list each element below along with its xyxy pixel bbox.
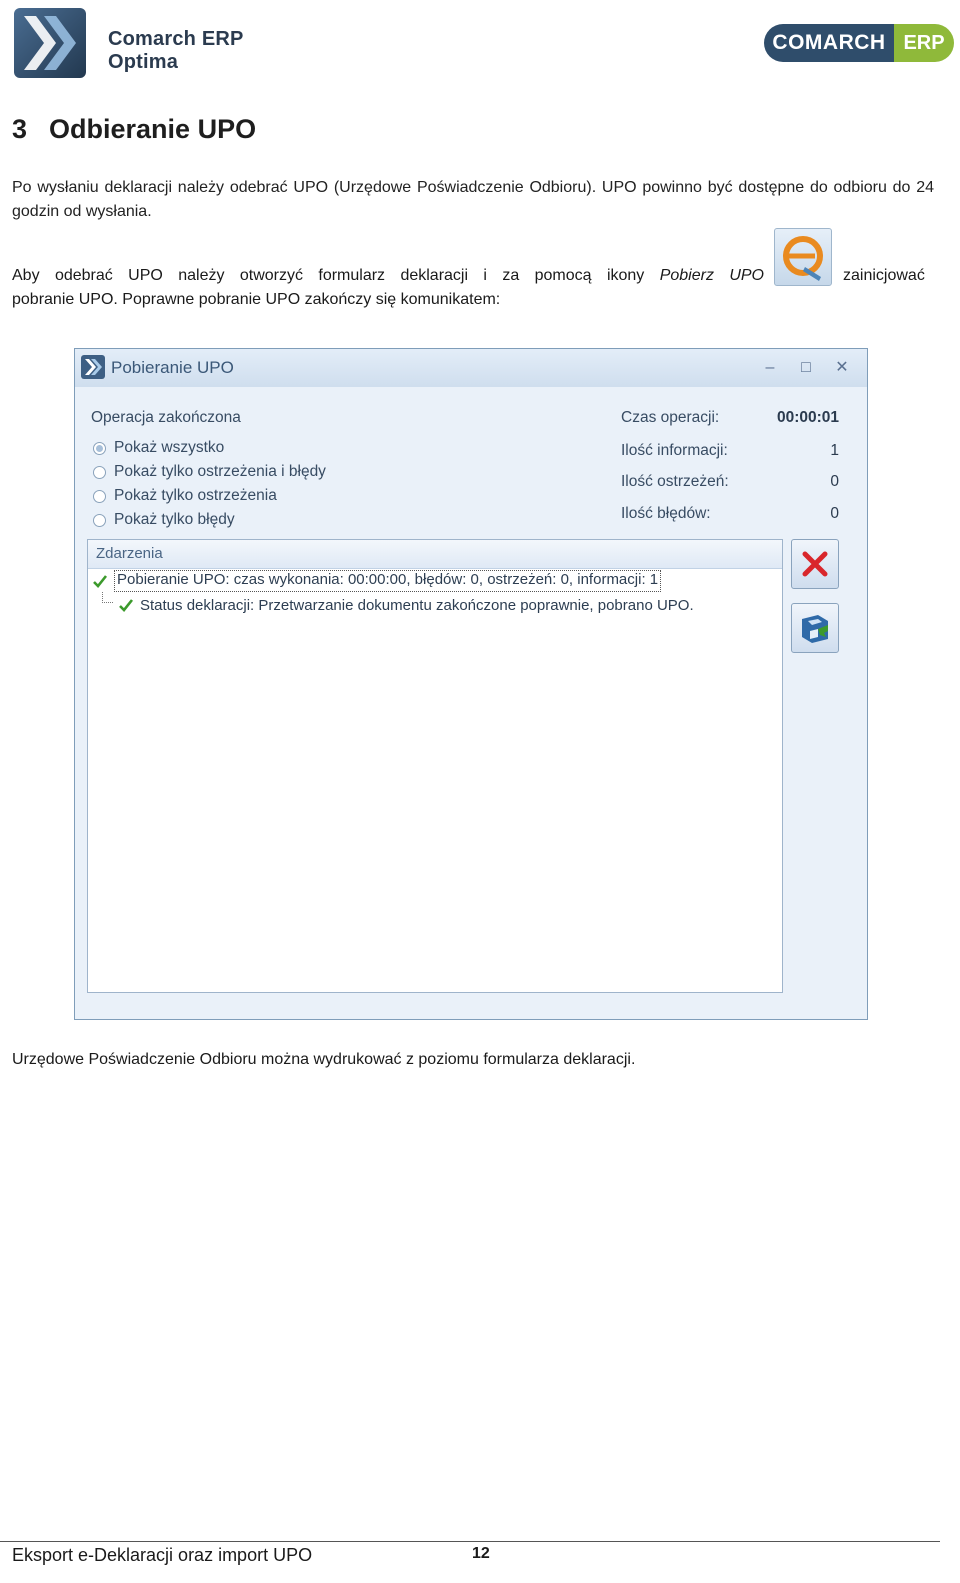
events-list[interactable] bbox=[87, 539, 783, 993]
stat-errors-value: 0 bbox=[830, 505, 839, 522]
footer-divider bbox=[0, 1541, 940, 1542]
event-text: Status deklaracji: Przetwarzanie dokumentu zakończone poprawnie, pobrano UPO. bbox=[140, 596, 694, 614]
events-header bbox=[88, 540, 782, 569]
pobieranie-upo-dialog bbox=[74, 348, 868, 1020]
pobierz-upo-icon bbox=[774, 228, 832, 286]
optima-logo-line2: Optima bbox=[108, 51, 179, 73]
floppy-save-icon bbox=[798, 611, 832, 645]
check-icon bbox=[92, 573, 108, 589]
comarch-erp-logo bbox=[764, 24, 954, 62]
footer-page-number: 12 bbox=[472, 1545, 490, 1562]
pobierz-upo-name: Pobierz UPO bbox=[659, 267, 764, 284]
minimize-button[interactable]: – bbox=[765, 359, 775, 376]
radio-show-warnings-errors[interactable] bbox=[93, 461, 326, 483]
paragraph-instructions-text: Aby odebrać UPO należy otworzyć formularz deklaracji i za pomocą ikony bbox=[12, 267, 660, 284]
erp-logo-text: ERP bbox=[894, 24, 954, 62]
radio-label: Pokaż wszystko bbox=[114, 439, 225, 456]
radio-show-warnings[interactable] bbox=[93, 485, 277, 507]
event-row-main[interactable] bbox=[92, 570, 776, 592]
section-heading bbox=[12, 114, 256, 145]
radio-label: Pokaż tylko ostrzeżenia bbox=[114, 487, 277, 504]
dialog-titlebar bbox=[75, 349, 867, 388]
radio-label: Pokaż tylko ostrzeżenia i błędy bbox=[114, 463, 326, 480]
comarch-logo-text: COMARCH bbox=[764, 24, 894, 62]
optima-logo-icon bbox=[14, 8, 86, 78]
close-window-button[interactable]: ✕ bbox=[835, 359, 849, 376]
paragraph-print-info: Urzędowe Poświadczenie Odbioru można wydrukować z poziomu formularza deklaracji. bbox=[12, 1051, 636, 1068]
event-text: Pobieranie UPO: czas wykonania: 00:00:00, błędów: 0, ostrzeżeń: 0, informacji: 1 bbox=[114, 570, 661, 592]
radio-show-all[interactable] bbox=[93, 437, 224, 459]
paragraph-instructions-line1 bbox=[12, 264, 764, 288]
stat-info-label: Ilość informacji: bbox=[621, 442, 728, 459]
dialog-title: Pobieranie UPO bbox=[111, 358, 234, 377]
event-row-child[interactable] bbox=[118, 594, 694, 616]
stat-time-value: 00:00:01 bbox=[776, 409, 839, 426]
tree-connector bbox=[102, 592, 113, 603]
section-title: Odbieranie UPO bbox=[49, 114, 257, 144]
paragraph-instructions-tail: zainicjować bbox=[843, 267, 925, 284]
radio-label: Pokaż tylko błędy bbox=[114, 511, 235, 528]
stat-warnings-value: 0 bbox=[830, 473, 839, 490]
save-button[interactable] bbox=[791, 603, 839, 653]
stat-time-label: Czas operacji: bbox=[621, 409, 720, 426]
comarch-erp-optima-logo bbox=[14, 8, 254, 80]
stat-warnings-label: Ilość ostrzeżeń: bbox=[621, 473, 729, 490]
radio-indicator[interactable] bbox=[93, 442, 106, 455]
cancel-button[interactable] bbox=[791, 539, 839, 589]
app-logo-icon bbox=[81, 355, 105, 379]
radio-indicator[interactable] bbox=[93, 466, 106, 479]
dialog-body bbox=[75, 387, 867, 1019]
red-x-icon bbox=[800, 549, 830, 579]
radio-indicator[interactable] bbox=[93, 514, 106, 527]
stat-info-value: 1 bbox=[830, 442, 839, 459]
events-header-label: Zdarzenia bbox=[96, 545, 163, 562]
paragraph-intro: Po wysłaniu deklaracji należy odebrać UPO (Urzędowe Poświadczenie Odbioru). UPO powinno być dostępne do odbioru do 24 godzin od wysłania. bbox=[12, 179, 934, 220]
footer-doc-title: Eksport e-Deklaracji oraz import UPO bbox=[12, 1545, 313, 1565]
operation-status-label: Operacja zakończona bbox=[91, 409, 241, 426]
maximize-button[interactable]: □ bbox=[801, 359, 811, 376]
stat-errors-label: Ilość błędów: bbox=[621, 505, 711, 522]
paragraph-instructions-line2: pobranie UPO. Poprawne pobranie UPO zakończy się komunikatem: bbox=[12, 291, 501, 308]
e-declaration-icon bbox=[775, 229, 831, 285]
section-number: 3 bbox=[12, 114, 28, 144]
radio-indicator[interactable] bbox=[93, 490, 106, 503]
radio-show-errors[interactable] bbox=[93, 509, 235, 531]
check-icon bbox=[118, 597, 134, 613]
optima-logo-line1: Comarch ERP bbox=[108, 28, 244, 50]
